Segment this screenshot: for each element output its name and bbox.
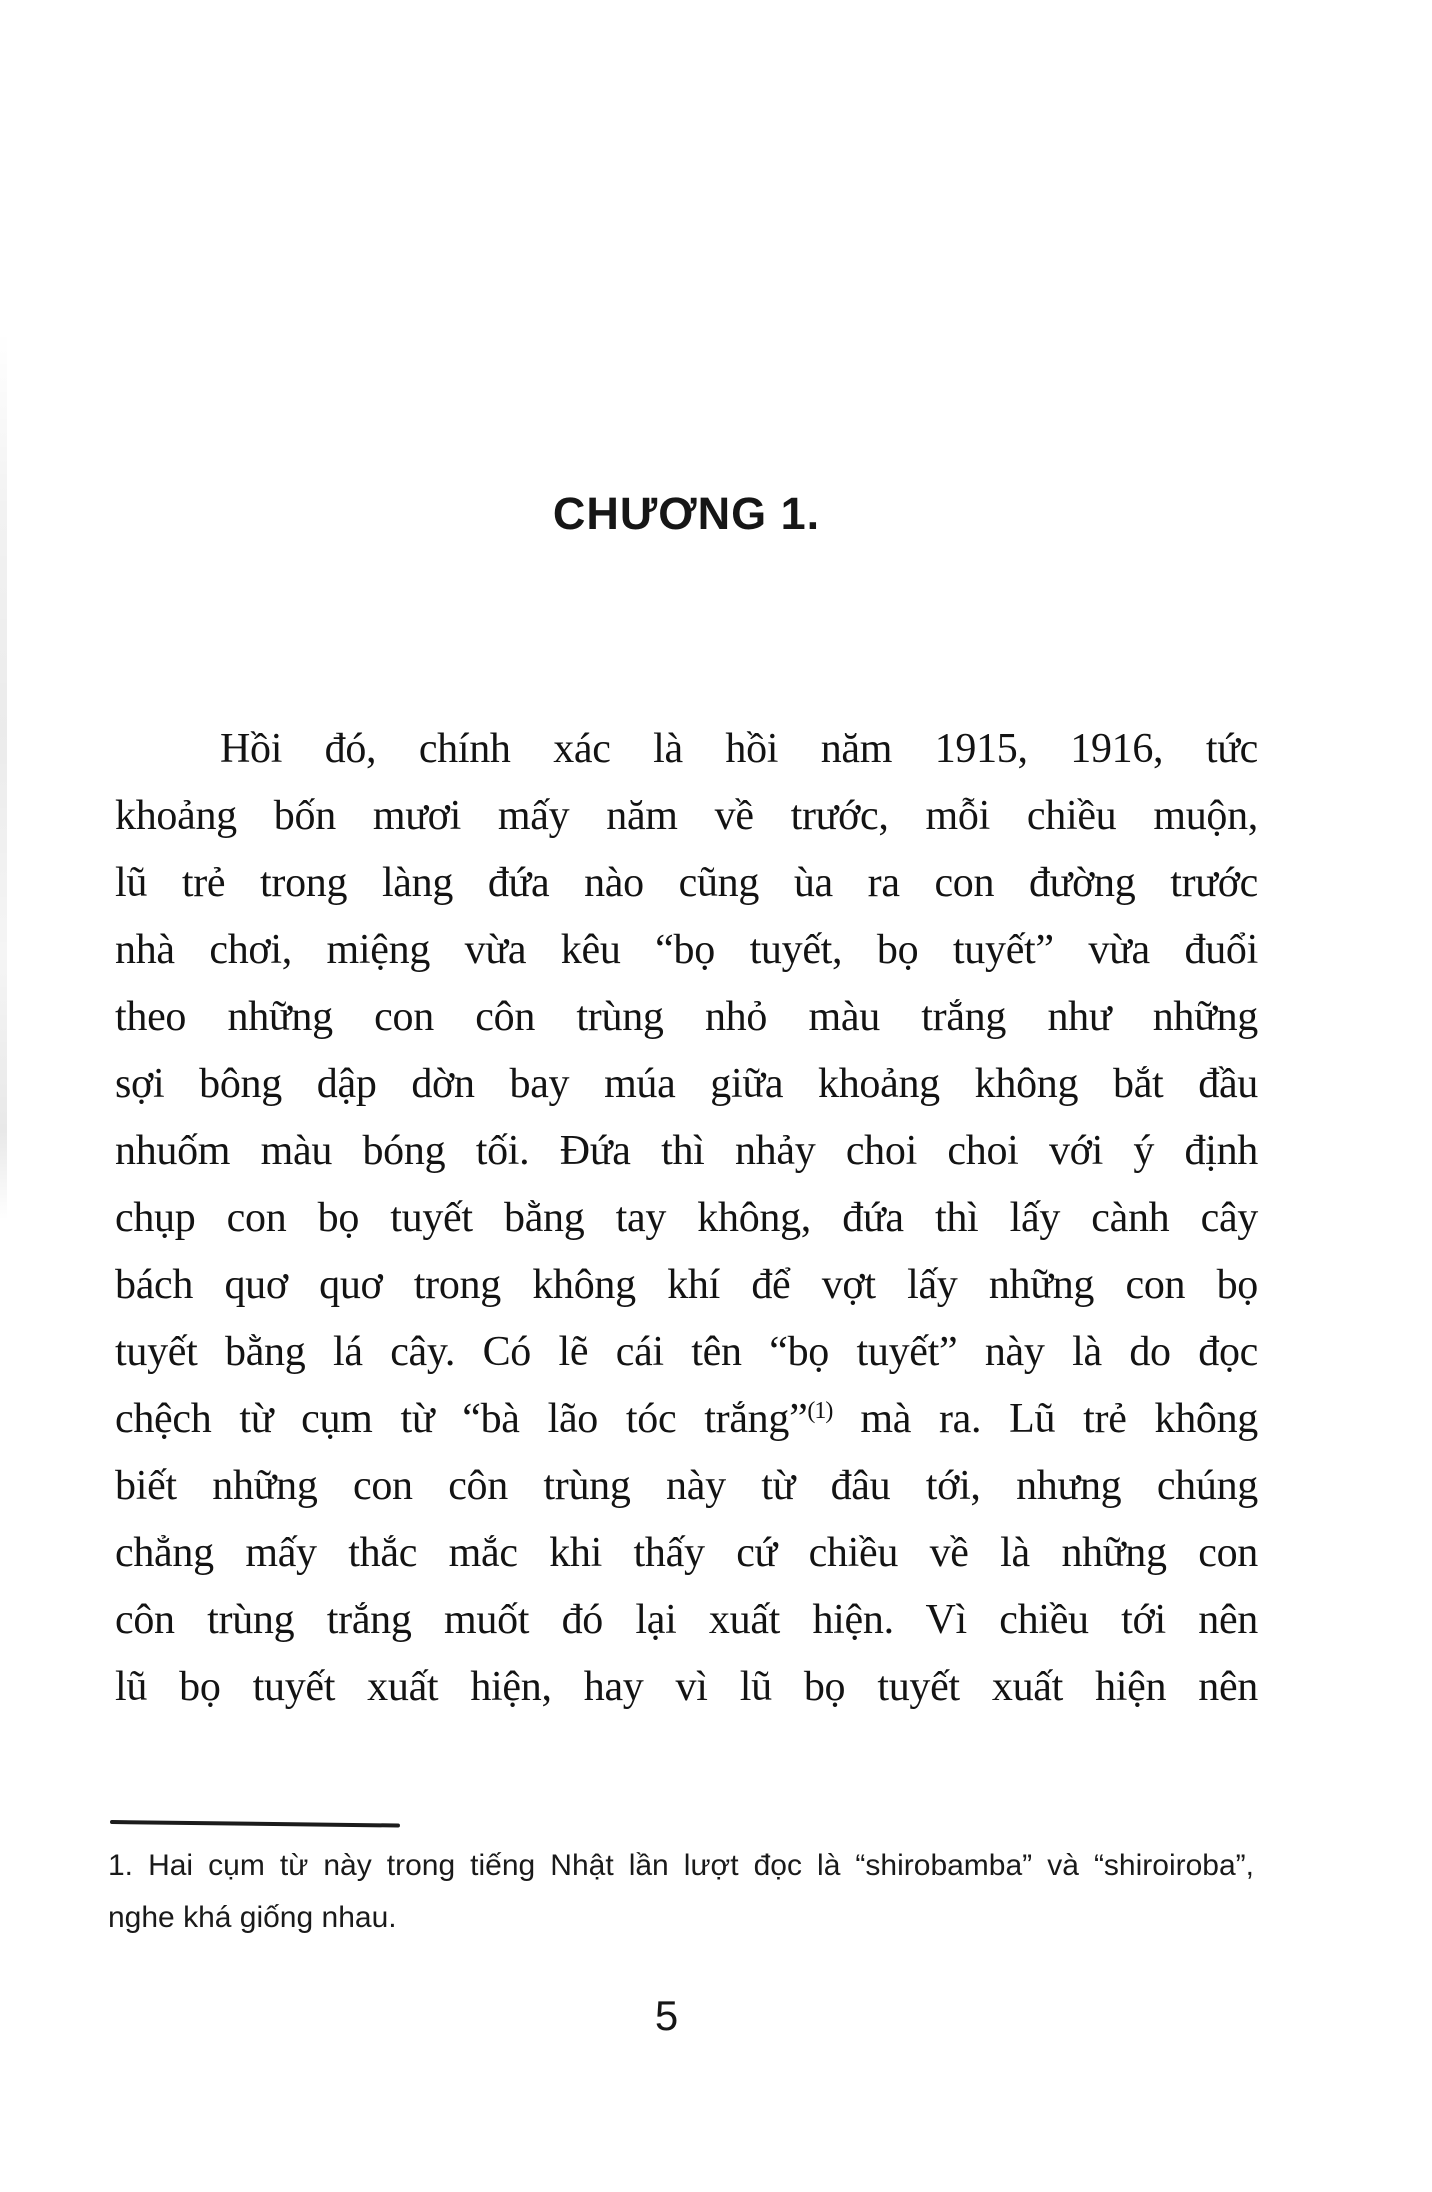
body-line: bách quơ quơ trong không khí để vợt lấy những con bọ (115, 1262, 1258, 1308)
body-line: chẳng mấy thắc mắc khi thấy cứ chiều về là những con (115, 1530, 1258, 1576)
body-line: sợi bông dập dờn bay múa giữa khoảng không bắt đầu (115, 1061, 1258, 1107)
body-line: Hồi đó, chính xác là hồi năm 1915, 1916, tức (220, 726, 1258, 772)
body-line: tuyết bằng lá cây. Có lẽ cái tên “bọ tuyết” này là do đọc (115, 1329, 1258, 1375)
body-line-text: mà ra. Lũ trẻ không (832, 1396, 1258, 1442)
footnote-line: nghe khá giống nhau. (108, 1901, 397, 1934)
footnote (108, 1816, 1254, 1944)
body-line: biết những con côn trùng này từ đâu tới, nhưng chúng (115, 1463, 1258, 1509)
body-line: khoảng bốn mươi mấy năm về trước, mỗi chiều muộn, (115, 793, 1258, 839)
body-line: côn trùng trắng muốt đó lại xuất hiện. Vì chiều tới nên (115, 1597, 1258, 1643)
footnote-reference: (1) (807, 1398, 833, 1424)
body-line: nhuốm màu bóng tối. Đứa thì nhảy choi choi với ý định (115, 1128, 1258, 1174)
footnote-divider (110, 1820, 400, 1828)
footnote-line: 1. Hai cụm từ này trong tiếng Nhật lần lượt đọc là “shirobamba” và “shiroiroba”, (108, 1849, 1254, 1882)
body-line: lũ bọ tuyết xuất hiện, hay vì lũ bọ tuyết xuất hiện nên (115, 1664, 1258, 1710)
body-line: nhà chơi, miệng vừa kêu “bọ tuyết, bọ tuyết” vừa đuổi (115, 927, 1258, 973)
body-line-with-footnote-ref (115, 1386, 1258, 1453)
body-line: chụp con bọ tuyết bằng tay không, đứa thì lấy cành cây (115, 1195, 1258, 1241)
body-paragraph (115, 716, 1258, 1721)
body-line: theo những con côn trùng nhỏ màu trắng như những (115, 994, 1258, 1040)
body-line: lũ trẻ trong làng đứa nào cũng ùa ra con đường trước (115, 860, 1258, 906)
chapter-heading: CHƯƠNG 1. (552, 488, 821, 539)
page-number: 5 (654, 1992, 679, 2039)
scan-artifact (0, 330, 7, 1220)
body-line-text: chệch từ cụm từ “bà lão tóc trắng” (115, 1396, 808, 1442)
